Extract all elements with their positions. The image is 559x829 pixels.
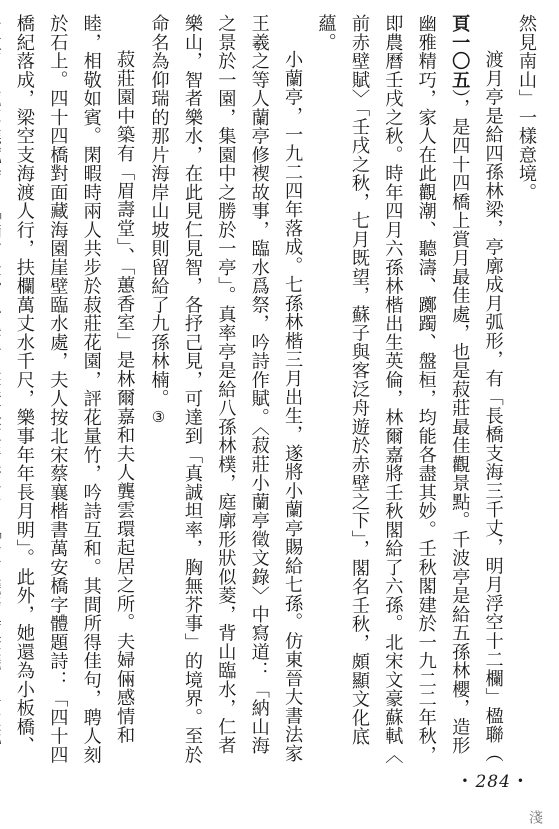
column-text: 睦，相敬如賓。閑暇時兩人共步於菽莊花園，評花量竹，吟詩互和。其間所得佳句，聘人刻 — [80, 14, 102, 764]
column-text: 菽莊園中築有「眉壽堂」、「蕙香室」是林爾嘉和夫人龔雲環起居之所。夫婦倆感情和 — [114, 50, 136, 745]
column-text: 即農曆壬戌之秋。時年四月六孫林楷出生英倫，林爾嘉將壬秋閣給了六孫。北宋文豪蘇軾〈 — [382, 14, 404, 764]
column-text: 前赤壁賦〉「壬戌之秋，七月既望，蘇子與客泛舟遊於赤壁之下」，閣名壬秋，頗顯文化底 — [348, 14, 370, 746]
column-text: 王羲之等人蘭亭修褉故事，臨水爲祭，吟詩作賦。〈菽莊小蘭亭徵文錄〉中寫道：「納山海 — [248, 14, 270, 755]
text-column — [8, 14, 41, 754]
text-column — [141, 14, 175, 754]
column-text: 橋紀落成，梁空支海渡人行，扶欄萬丈水千尺，樂事年年長月明」。此外，她還為小板橋、 — [13, 14, 35, 755]
text-column — [276, 14, 309, 763]
column-text: 蘊。 — [315, 14, 337, 52]
text-column — [0, 14, 8, 754]
column-text: 渡月亭是給四孫林梁，亭廓成月弧形，有「長橋支海三千丈，明月浮空十二欄」楹聯（ — [482, 50, 504, 763]
text-column — [476, 14, 509, 763]
page-number-value: 284 — [475, 772, 511, 792]
column-text: 於石上。四十四橋對面藏海園崖壁臨水處，夫人按北宋蔡襄楷書萬安橋字體題詩：「四十四 — [47, 14, 69, 764]
page-number-left-dot: • — [461, 774, 470, 788]
page-number-right-dot: • — [516, 774, 525, 788]
page-reference: 頁一〇五 — [449, 14, 471, 89]
text-column — [242, 14, 275, 754]
text-column — [376, 14, 409, 764]
text-column — [309, 14, 342, 754]
page-number — [455, 772, 531, 792]
column-text: 小蘭亭，一九二四年落成。七孫林楷三月出生，遂將小蘭亭賜給七孫。仿東晉大書法家 — [282, 50, 304, 763]
text-column — [41, 14, 74, 764]
column-text — [0, 14, 2, 746]
column-text: ），是四十四橋上賞月最佳處，也是菽莊最佳觀景點。千波亭是給五孫林櫻，造形 — [449, 89, 471, 755]
text-column — [108, 14, 141, 754]
cut-off-next-line-fragment: 淺 — [527, 810, 543, 824]
vertical-text-block — [13, 14, 543, 764]
column-text: 命名為仰瑞的那片海岸山坡則留給了九孫林楠。 — [148, 14, 170, 408]
text-column — [409, 14, 442, 764]
text-column — [343, 14, 376, 754]
text-column — [176, 14, 209, 764]
text-column — [510, 14, 543, 754]
column-text: 幽雅精巧，家人在此觀潮、聽濤、躑躅、盤桓，均能各盡其妙。壬秋閣建於一九二二年秋， — [415, 14, 437, 764]
column-text: 之景於一園，集園中之勝於一亭」。真率亭是給八孫林樸，庭廓形狀似菱，背山臨水，仁者 — [215, 14, 237, 755]
text-column — [74, 14, 107, 764]
column-text: 然見南山」一樣意境。 — [516, 14, 537, 202]
text-column — [443, 14, 476, 754]
column-text: 樂山，智者樂水，在此見仁見智，各抒己見，可達到「真誠坦率，胸無芥事」的境界。至於 — [181, 14, 203, 764]
footnote-marker: ③ — [149, 407, 168, 427]
text-column — [209, 14, 242, 754]
